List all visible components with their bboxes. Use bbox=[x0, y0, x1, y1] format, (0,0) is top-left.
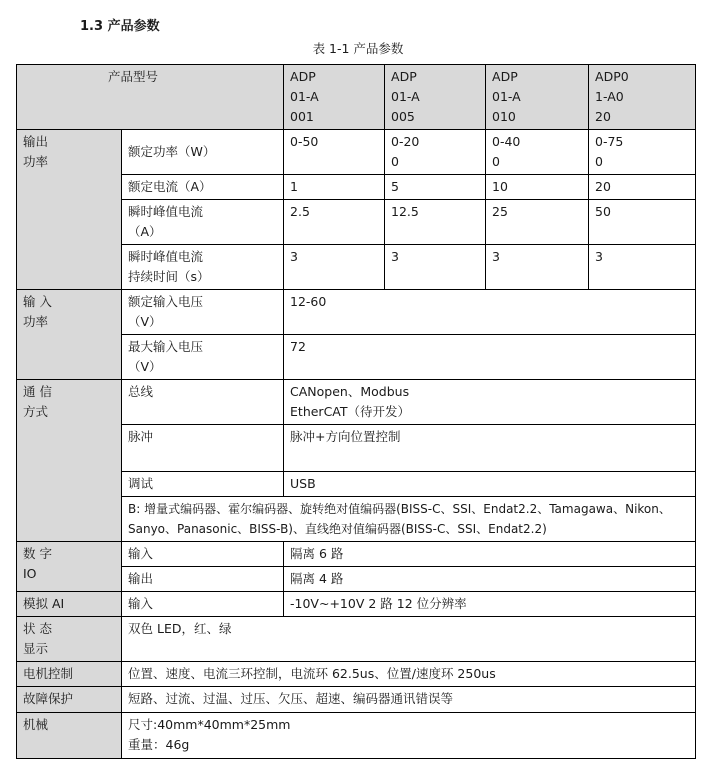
param-label: 额定功率（W） bbox=[122, 130, 284, 175]
table-row bbox=[17, 713, 696, 759]
param-value: 2.5 bbox=[284, 200, 385, 245]
param-label: 输出 bbox=[122, 567, 284, 592]
param-label: 总线 bbox=[122, 380, 284, 425]
param-value: 20 bbox=[589, 175, 696, 200]
param-value: 双色 LED，红、绿 bbox=[122, 617, 696, 662]
header-row bbox=[17, 65, 696, 130]
param-value: 3 bbox=[486, 245, 589, 290]
table-caption: 表 1-1 产品参数 bbox=[312, 41, 404, 56]
category-output-power: 输出 功率 bbox=[17, 130, 122, 290]
param-value: 脉冲+方向位置控制 bbox=[284, 425, 696, 472]
category-digital-io: 数 字 IO bbox=[17, 542, 122, 592]
param-value: 12.5 bbox=[385, 200, 486, 245]
table-row bbox=[17, 687, 696, 713]
table-row bbox=[17, 130, 696, 175]
param-label: 脉冲 bbox=[122, 425, 284, 472]
param-label: 额定输入电压 （V） bbox=[122, 290, 284, 335]
param-value: USB bbox=[284, 472, 696, 497]
param-value: 位置、速度、电流三环控制，电流环 62.5us、位置/速度环 250us bbox=[122, 662, 696, 687]
product-spec-table bbox=[16, 64, 696, 759]
category-mechanical: 机械 bbox=[17, 713, 122, 759]
param-label: 输入 bbox=[122, 592, 284, 617]
param-label: 调试 bbox=[122, 472, 284, 497]
table-row bbox=[17, 662, 696, 687]
param-value: 25 bbox=[486, 200, 589, 245]
param-value: 隔离 6 路 bbox=[284, 542, 696, 567]
category-fault-protection: 故障保护 bbox=[17, 687, 122, 713]
param-label: 输入 bbox=[122, 542, 284, 567]
section-heading bbox=[80, 15, 160, 34]
param-value: 12-60 bbox=[284, 290, 696, 335]
param-value: 短路、过流、过温、过压、欠压、超速、编码器通讯错误等 bbox=[122, 687, 696, 713]
param-label: 瞬时峰值电流 持续时间（s） bbox=[122, 245, 284, 290]
param-value: CANopen、Modbus EtherCAT（待开发） bbox=[284, 380, 696, 425]
param-value: 1 bbox=[284, 175, 385, 200]
param-value: 0-40 0 bbox=[486, 130, 589, 175]
param-value: 0-20 0 bbox=[385, 130, 486, 175]
model-cell: ADP 01-A 001 bbox=[284, 65, 385, 130]
param-value: 尺寸:40mm*40mm*25mm 重量：46g bbox=[122, 713, 696, 759]
encoder-support-note: B: 增量式编码器、霍尔编码器、旋转绝对值编码器(BISS-C、SSI、Endat2.2、Tamagawa、Nikon、Sanyo、Panasonic、BISS-B)、直线绝对值编码器(BISS-C、SSI、Endat2.2) bbox=[122, 497, 696, 542]
table-row bbox=[17, 290, 696, 335]
table-row bbox=[17, 617, 696, 662]
model-cell: ADP 01-A 005 bbox=[385, 65, 486, 130]
model-cell: ADP 01-A 010 bbox=[486, 65, 589, 130]
section-title: 产品参数 bbox=[107, 19, 160, 34]
param-value: 3 bbox=[385, 245, 486, 290]
section-number: 1.3 bbox=[80, 19, 104, 34]
param-value: 隔离 4 路 bbox=[284, 567, 696, 592]
param-label: 最大输入电压 （V） bbox=[122, 335, 284, 380]
table-row bbox=[17, 542, 696, 567]
category-motor-control: 电机控制 bbox=[17, 662, 122, 687]
param-value: 5 bbox=[385, 175, 486, 200]
table-row bbox=[17, 592, 696, 617]
param-value: 0-75 0 bbox=[589, 130, 696, 175]
category-analog-ai: 模拟 AI bbox=[17, 592, 122, 617]
param-value: 3 bbox=[589, 245, 696, 290]
category-input-power: 输 入 功率 bbox=[17, 290, 122, 380]
category-status-display: 状 态 显示 bbox=[17, 617, 122, 662]
param-value: 10 bbox=[486, 175, 589, 200]
param-value: 0-50 bbox=[284, 130, 385, 175]
param-value: -10V~+10V 2 路 12 位分辨率 bbox=[284, 592, 696, 617]
param-value: 50 bbox=[589, 200, 696, 245]
param-value: 72 bbox=[284, 335, 696, 380]
model-header-label: 产品型号 bbox=[17, 65, 284, 130]
param-value: 3 bbox=[284, 245, 385, 290]
param-label: 瞬时峰值电流 （A） bbox=[122, 200, 284, 245]
table-row bbox=[17, 380, 696, 425]
param-label: 额定电流（A） bbox=[122, 175, 284, 200]
model-cell: ADP0 1-A0 20 bbox=[589, 65, 696, 130]
category-communication: 通 信 方式 bbox=[17, 380, 122, 542]
